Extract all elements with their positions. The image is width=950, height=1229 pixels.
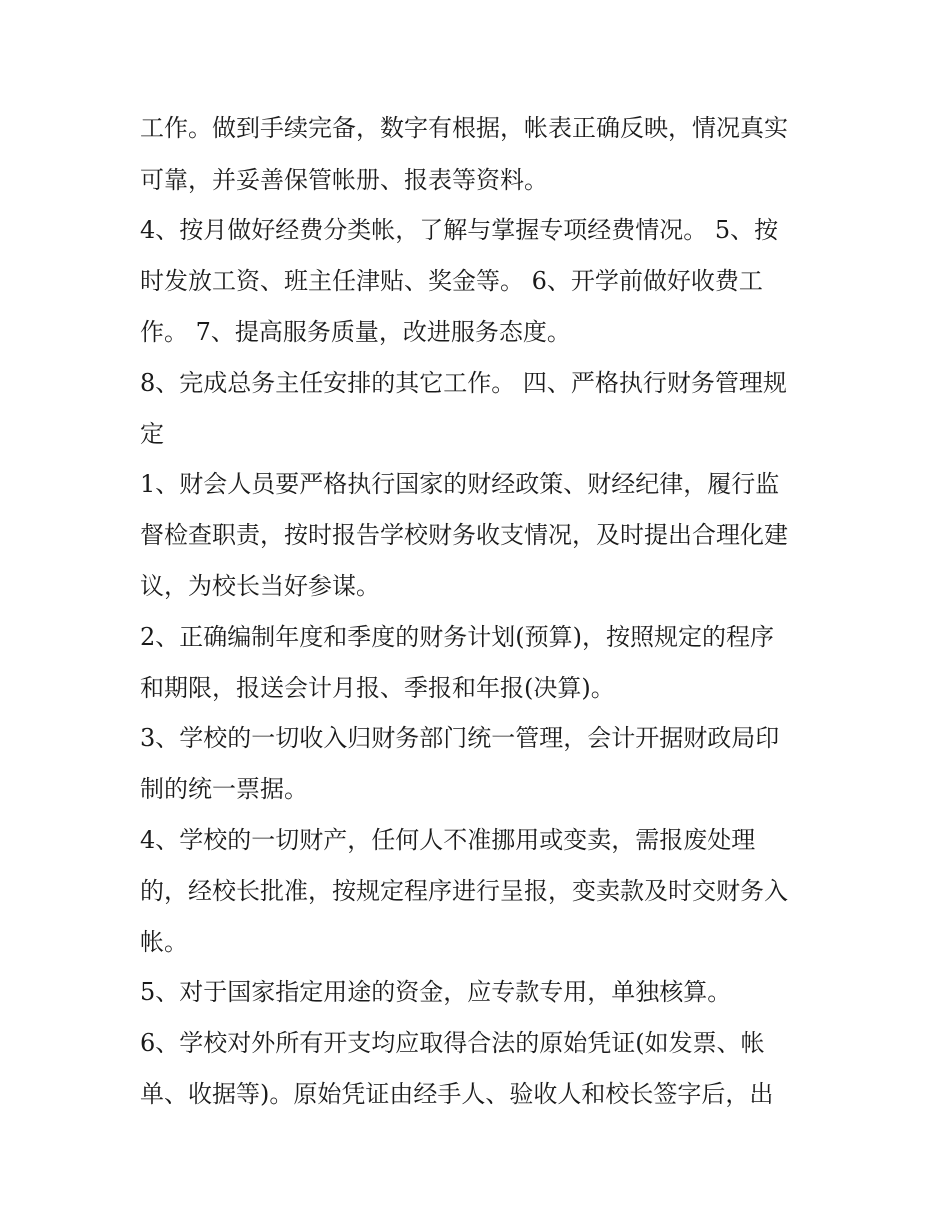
text-line: 4、按月做好经费分类帐，了解与掌握专项经费情况。 5、按	[140, 216, 779, 244]
text-line: 督检查职责，按时报告学校财务收支情况，及时提出合理化建	[140, 521, 788, 549]
text-line: 定	[140, 420, 164, 448]
text-line: 1、财会人员要严格执行国家的财经政策、财经纪律，履行监	[140, 470, 780, 498]
text-line: 和期限，报送会计月报、季报和年报(决算)。	[140, 674, 615, 702]
text-line: 单、收据等)。原始凭证由经手人、验收人和校长签字后，出	[140, 1080, 774, 1108]
text-line: 5、对于国家指定用途的资金，应专款专用，单独核算。	[140, 978, 732, 1006]
text-line: 2、正确编制年度和季度的财务计划(预算)，按照规定的程序	[140, 623, 774, 651]
text-line: 的，经校长批准，按规定程序进行呈报，变卖款及时交财务入	[140, 877, 788, 905]
text-line: 帐。	[140, 928, 188, 956]
text-line: 制的统一票据。	[140, 775, 308, 803]
text-line: 议，为校长当好参谋。	[140, 572, 380, 600]
text-line: 6、学校对外所有开支均应取得合法的原始凭证(如发票、帐	[140, 1029, 765, 1057]
text-line: 时发放工资、班主任津贴、奖金等。 6、开学前做好收费工	[140, 267, 763, 295]
text-line: 8、完成总务主任安排的其它工作。 四、严格执行财务管理规	[140, 369, 787, 397]
text-line: 3、学校的一切收入归财务部门统一管理，会计开据财政局印	[140, 724, 780, 752]
text-line: 4、学校的一切财产，任何人不准挪用或变卖，需报废处理	[140, 826, 756, 854]
text-line: 工作。做到手续完备，数字有根据，帐表正确反映，情况真实	[140, 114, 788, 142]
text-line: 可靠，并妥善保管帐册、报表等资料。	[140, 166, 548, 194]
text-line: 作。 7、提高服务质量，改进服务态度。	[140, 318, 571, 346]
